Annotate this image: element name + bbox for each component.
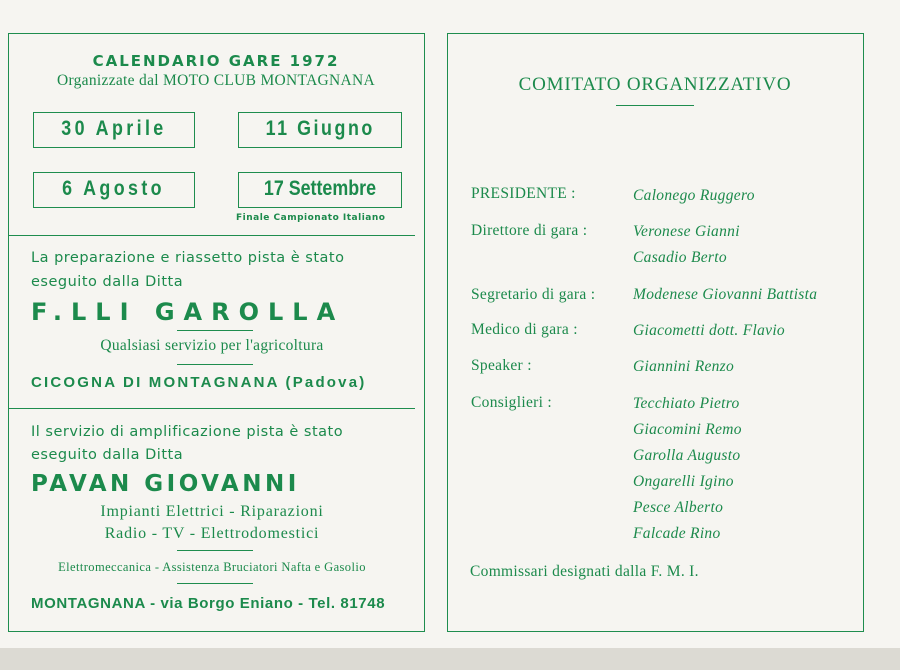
person-name: Casadio Berto bbox=[633, 249, 727, 266]
sponsor1-service: Qualsiasi servizio per l'agricoltura bbox=[100, 337, 324, 354]
person-name: Calonego Ruggero bbox=[633, 187, 755, 204]
short-divider bbox=[177, 364, 253, 365]
role-speaker: Speaker : bbox=[471, 357, 532, 374]
role-direttore: Direttore di gara : bbox=[471, 222, 588, 239]
sponsor2-address: MONTAGNANA - via Borgo Eniano - Tel. 81748 bbox=[31, 595, 386, 612]
race-date-2: 11 Giugno bbox=[238, 112, 402, 148]
race-date-4: 17 Settembre bbox=[238, 172, 402, 208]
race-date-3: 6 Agosto bbox=[33, 172, 195, 208]
short-divider bbox=[177, 330, 253, 331]
sponsor1-name: F.LLI GAROLLA bbox=[31, 298, 345, 326]
sponsor2-name: PAVAN GIOVANNI bbox=[31, 471, 300, 497]
committee-title: COMITATO ORGANIZZATIVO bbox=[518, 74, 792, 95]
commissari-note: Commissari designati dalla F. M. I. bbox=[470, 563, 699, 580]
short-divider bbox=[177, 550, 253, 551]
role-medico: Medico di gara : bbox=[471, 321, 578, 338]
sponsor2-intro-line2: eseguito dalla Ditta bbox=[31, 447, 184, 463]
calendar-title: CALENDARIO GARE 1972 bbox=[92, 52, 340, 70]
section-divider-2 bbox=[9, 408, 415, 409]
person-name: Giannini Renzo bbox=[633, 358, 735, 375]
final-note: Finale Campionato Italiano bbox=[236, 213, 386, 223]
person-name: Falcade Rino bbox=[633, 525, 721, 542]
person-name: Giacomini Remo bbox=[633, 421, 742, 438]
scan-edge bbox=[0, 648, 900, 670]
right-panel bbox=[447, 33, 864, 632]
sponsor2-service-line2: Radio - TV - Elettrodomestici bbox=[104, 525, 320, 542]
person-name: Garolla Augusto bbox=[633, 447, 741, 464]
person-name: Giacometti dott. Flavio bbox=[633, 322, 785, 339]
race-date-1: 30 Aprile bbox=[33, 112, 195, 148]
person-name: Veronese Gianni bbox=[633, 223, 740, 240]
short-divider bbox=[177, 583, 253, 584]
sponsor2-service-line3: Elettromeccanica - Assistenza Bruciatori Nafta e Gasolio bbox=[58, 560, 366, 574]
calendar-subtitle: Organizzate dal MOTO CLUB MONTAGNANA bbox=[56, 72, 376, 89]
sponsor1-intro-line2: eseguito dalla Ditta bbox=[31, 274, 184, 290]
sponsor1-address: CICOGNA DI MONTAGNANA (Padova) bbox=[31, 374, 367, 391]
person-name: Pesce Alberto bbox=[633, 499, 724, 516]
sponsor2-service-line1: Impianti Elettrici - Riparazioni bbox=[100, 503, 324, 520]
role-consiglieri: Consiglieri : bbox=[471, 394, 552, 411]
person-name: Ongarelli Igino bbox=[633, 473, 734, 490]
person-name: Modenese Giovanni Battista bbox=[633, 286, 818, 303]
sponsor2-intro-line1: Il servizio di amplificazione pista è stato bbox=[31, 424, 344, 440]
person-name: Tecchiato Pietro bbox=[633, 395, 740, 412]
left-panel bbox=[8, 33, 425, 632]
sponsor1-intro-line1: La preparazione e riassetto pista è stato bbox=[31, 250, 345, 266]
title-underline bbox=[616, 105, 694, 106]
role-presidente: PRESIDENTE : bbox=[471, 185, 576, 202]
section-divider-1 bbox=[9, 235, 415, 236]
role-segretario: Segretario di gara : bbox=[471, 286, 596, 303]
